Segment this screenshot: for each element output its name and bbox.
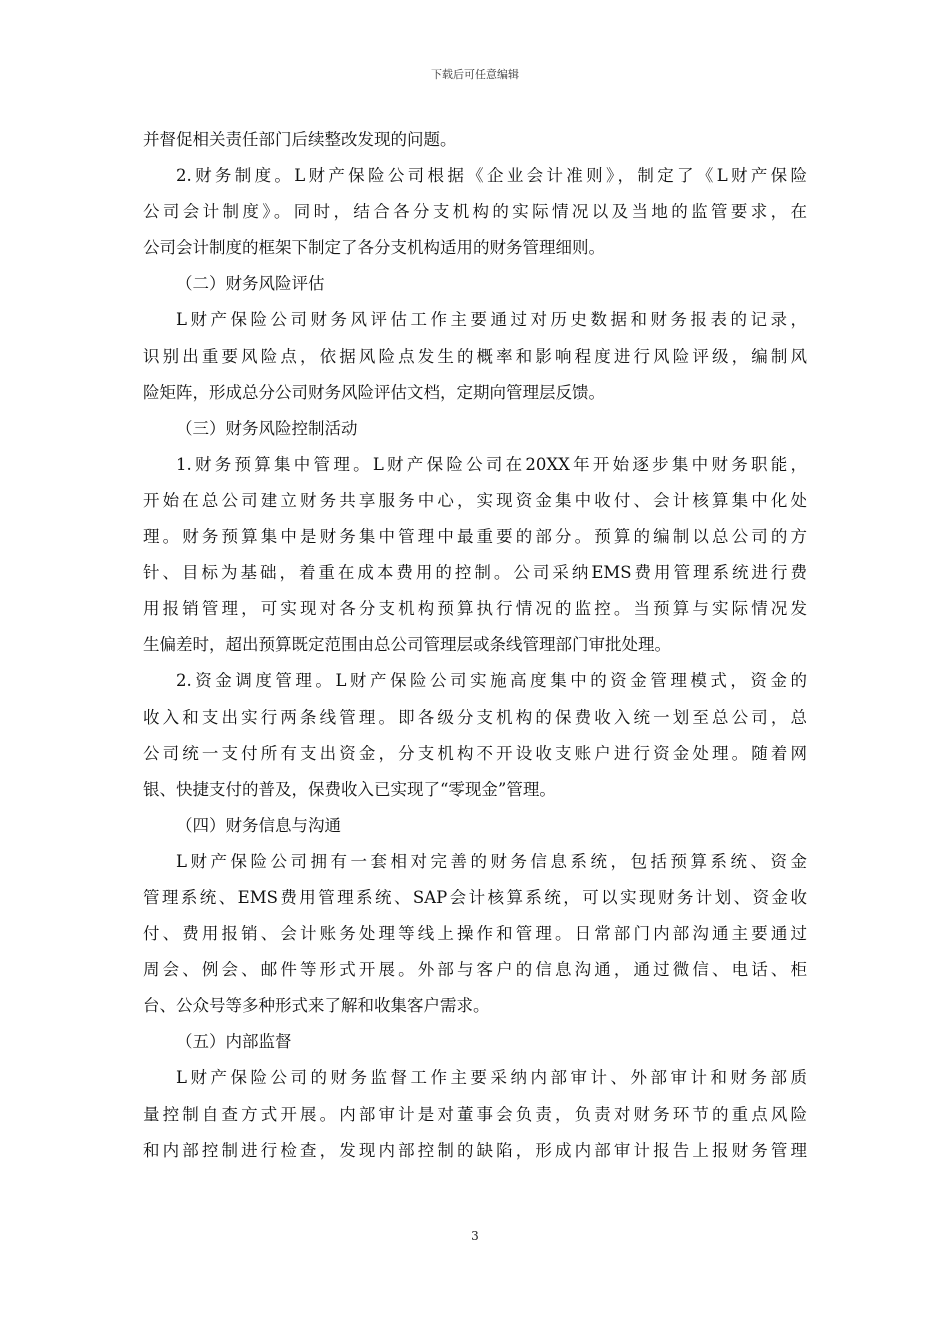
body-line: L财产保险公司财务风评估工作主要通过对历史数据和财务报表的记录， bbox=[176, 310, 807, 330]
body-line: 理。财务预算集中是财务集中管理中最重要的部分。预算的编制以总公司的方 bbox=[143, 527, 807, 547]
body-line: 识别出重要风险点，依据风险点发生的概率和影响程度进行风险评级，编制风 bbox=[143, 346, 807, 366]
body-line: 公司会计制度》。同时，结合各分支机构的实际情况以及当地的监管要求，在 bbox=[143, 202, 807, 222]
body-line: 银、快捷支付的普及，保费收入已实现了“零现金”管理。 bbox=[143, 779, 556, 799]
body-line: 开始在总公司建立财务共享服务中心，实现资金集中收付、会计核算集中化处 bbox=[143, 490, 807, 510]
body-line: L财产保险公司的财务监督工作主要采纳内部审计、外部审计和财务部质 bbox=[176, 1068, 807, 1088]
body-line: 针、目标为基础，着重在成本费用的控制。公司采纳EMS费用管理系统进行费 bbox=[143, 563, 807, 583]
body-line: 险矩阵，形成总分公司财务风险评估文档，定期向管理层反馈。 bbox=[143, 382, 605, 402]
body-line: 收入和支出实行两条线管理。即各级分支机构的保费收入统一划至总公司，总 bbox=[143, 707, 807, 727]
body-line: 周会、例会、邮件等形式开展。外部与客户的信息沟通，通过微信、电话、柜 bbox=[143, 960, 807, 980]
body-line: 公司统一支付所有支出资金，分支机构不开设收支账户进行资金处理。随着网 bbox=[143, 743, 807, 763]
body-line: 管理系统、EMS费用管理系统、SAP会计核算系统，可以实现财务计划、资金收 bbox=[143, 887, 807, 907]
body-line: 2.财务制度。L财产保险公司根据《企业会计准则》，制定了《L财产保险 bbox=[176, 166, 807, 186]
page-number: 3 bbox=[471, 1229, 479, 1243]
body-line: L财产保险公司拥有一套相对完善的财务信息系统，包括预算系统、资金 bbox=[176, 851, 807, 871]
body-line: 生偏差时，超出预算既定范围由总公司管理层或条线管理部门审批处理。 bbox=[143, 635, 671, 655]
section-heading: （三）财务风险控制活动 bbox=[176, 418, 358, 438]
section-heading: （四）财务信息与沟通 bbox=[176, 815, 341, 835]
body-line: 2.资金调度管理。L财产保险公司实施高度集中的资金管理模式，资金的 bbox=[176, 671, 807, 691]
body-line: 公司会计制度的框架下制定了各分支机构适用的财务管理细则。 bbox=[143, 238, 605, 258]
body-line: 付、费用报销、会计账务处理等线上操作和管理。日常部门内部沟通主要通过 bbox=[143, 924, 807, 944]
section-heading: （五）内部监督 bbox=[176, 1032, 292, 1052]
body-line: 并督促相关责任部门后续整改发现的问题。 bbox=[143, 130, 457, 149]
header-note: 下载后可任意编辑 bbox=[431, 68, 519, 81]
section-heading: （二）财务风险评估 bbox=[176, 274, 325, 294]
document-body bbox=[143, 122, 807, 1169]
body-line: 1.财务预算集中管理。L财产保险公司在20XX年开始逐步集中财务职能， bbox=[176, 454, 807, 474]
body-line: 和内部控制进行检查，发现内部控制的缺陷，形成内部审计报告上报财务管理 bbox=[143, 1140, 807, 1160]
body-line: 用报销管理，可实现对各分支机构预算执行情况的监控。当预算与实际情况发 bbox=[143, 599, 807, 619]
body-line: 量控制自查方式开展。内部审计是对董事会负责，负责对财务环节的重点风险 bbox=[143, 1104, 807, 1124]
body-line: 台、公众号等多种形式来了解和收集客户需求。 bbox=[143, 996, 490, 1016]
